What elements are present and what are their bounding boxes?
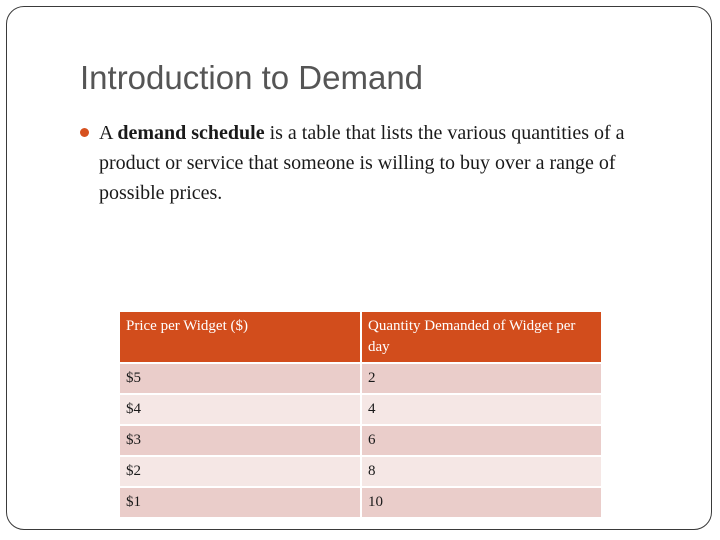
quantity-cell: 2 [361,363,601,394]
header-price: Price per Widget ($) [120,312,361,363]
quantity-cell: 6 [361,425,601,456]
price-cell: $5 [120,363,361,394]
table-row [120,425,601,456]
header-quantity: Quantity Demanded of Widget per day [361,312,601,363]
bullet-suffix: is a table that lists the various quantities of a product or service that someone is willing to buy over a range of possible prices. [99,122,625,204]
bullet-prefix: A [99,122,118,144]
bullet-icon [80,128,89,137]
bullet-text [99,118,670,208]
slide-title: Introduction to Demand [80,59,424,96]
price-cell: $1 [120,487,361,517]
table-row [120,394,601,425]
bullet-term: demand schedule [117,122,265,144]
quantity-cell: 4 [361,394,601,425]
price-cell: $2 [120,456,361,487]
table-header-row [120,312,601,363]
table-row [120,456,601,487]
price-cell: $4 [120,394,361,425]
table-row [120,363,601,394]
demand-schedule-table [120,312,601,517]
quantity-cell: 10 [361,487,601,517]
quantity-cell: 8 [361,456,601,487]
table-row [120,487,601,517]
price-cell: $3 [120,425,361,456]
bullet-item [80,118,670,208]
